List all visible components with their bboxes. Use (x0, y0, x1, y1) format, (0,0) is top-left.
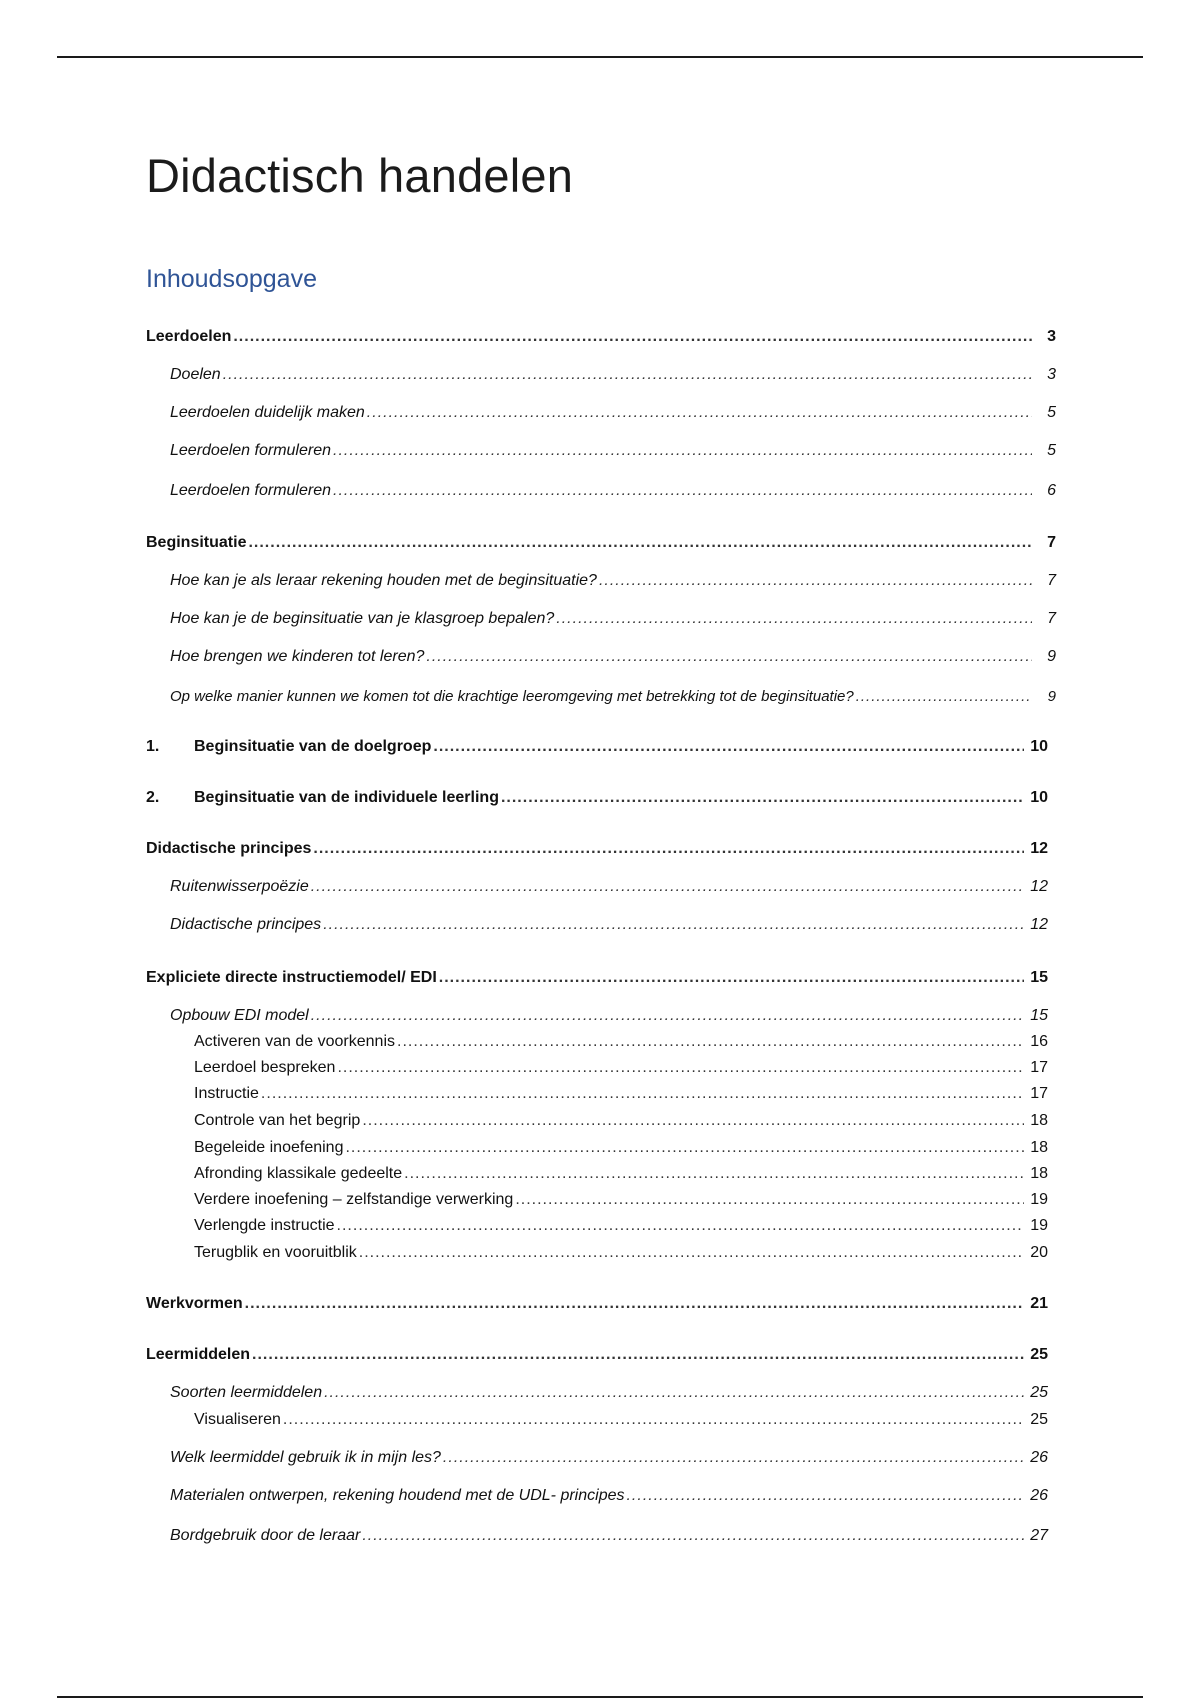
toc-entry[interactable] (146, 1445, 1048, 1471)
toc-entry[interactable] (146, 324, 1056, 350)
toc-entry[interactable] (146, 362, 1056, 388)
toc-entry[interactable] (146, 1029, 1048, 1055)
toc-entry-page: 10 (1030, 738, 1048, 755)
document-title: Didactisch handelen (146, 149, 574, 202)
footer-rule (57, 1696, 1143, 1698)
toc-entry[interactable] (146, 1055, 1048, 1081)
toc-entry-label: Verdere inoefening – zelfstandige verwerking (194, 1191, 514, 1208)
toc-entry-page: 26 (1030, 1487, 1048, 1504)
toc-entry-label: Materialen ontwerpen, rekening houdend met de UDL- principes (170, 1487, 625, 1504)
toc-entry[interactable] (146, 874, 1048, 900)
toc-entry-page: 19 (1030, 1217, 1048, 1234)
toc-entry-page: 7 (1047, 572, 1056, 589)
toc-heading: Inhoudsopgave (146, 265, 317, 293)
toc-entry-label: Hoe kan je de beginsituatie van je klasgroep bepalen? (170, 610, 555, 627)
toc-entry-page: 25 (1030, 1346, 1048, 1363)
toc-entry-label: Activeren van de voorkennis (194, 1033, 395, 1050)
toc-entry[interactable] (146, 438, 1056, 464)
toc-entry-label: Bordgebruik door de leraar (170, 1527, 361, 1544)
toc-entry-page: 7 (1047, 610, 1056, 627)
toc-entry[interactable] (146, 1380, 1048, 1406)
toc-entry-label: Doelen (170, 366, 221, 383)
toc-entry[interactable] (146, 1240, 1048, 1266)
toc-entry[interactable] (146, 478, 1056, 504)
toc-entry[interactable] (146, 1523, 1048, 1549)
toc-entry-label: Leerdoelen duidelijk maken (170, 404, 365, 421)
toc-entry[interactable] (146, 1483, 1048, 1509)
toc-entry-page: 12 (1030, 878, 1048, 895)
toc-entry-page: 5 (1047, 404, 1056, 421)
toc-entry[interactable] (146, 1108, 1048, 1134)
toc-entry-label: Begeleide inoefening (194, 1139, 344, 1156)
toc-entry[interactable] (146, 1291, 1048, 1317)
toc-entry-page: 16 (1030, 1033, 1048, 1050)
toc-entry-label: Controle van het begrip (194, 1112, 361, 1129)
toc-entry-page: 7 (1047, 534, 1056, 551)
toc-entry-page: 26 (1030, 1449, 1048, 1466)
toc-entry[interactable] (146, 965, 1048, 991)
toc-entry-page: 19 (1030, 1191, 1048, 1208)
toc-entry[interactable] (146, 1161, 1048, 1187)
toc-entry[interactable] (146, 836, 1048, 862)
toc-entry-label: Beginsituatie van de individuele leerling (194, 789, 499, 806)
toc-entry-page: 12 (1030, 840, 1048, 857)
toc-entry[interactable] (146, 684, 1056, 710)
toc-entry[interactable] (146, 606, 1056, 632)
toc-entry[interactable] (146, 1081, 1048, 1107)
toc-entry[interactable] (146, 568, 1056, 594)
toc-entry-label: Werkvormen (146, 1295, 243, 1312)
toc-entry-number: 2. (146, 789, 160, 806)
toc-entry[interactable] (146, 1187, 1048, 1213)
toc-entry-label: Ruitenwisserpoëzie (170, 878, 309, 895)
toc-entry-page: 17 (1030, 1085, 1048, 1102)
toc-entry-label: Visualiseren (194, 1411, 281, 1428)
toc-entry-label: Instructie (194, 1085, 259, 1102)
toc-entry-label: Welk leermiddel gebruik ik in mijn les? (170, 1449, 441, 1466)
toc-entry[interactable] (146, 400, 1056, 426)
toc-entry[interactable] (146, 912, 1048, 938)
toc-entry-page: 20 (1030, 1244, 1048, 1261)
toc-entry-page: 9 (1047, 648, 1056, 665)
toc-entry[interactable] (146, 1135, 1048, 1161)
toc-entry-label: Leerdoelen formuleren (170, 442, 331, 459)
toc-entry-page: 18 (1030, 1139, 1048, 1156)
toc-entry-page: 3 (1047, 366, 1056, 383)
toc-entry-label: Leerdoelen formuleren (170, 482, 331, 499)
toc-entry-page: 6 (1047, 482, 1056, 499)
toc-entry-page: 21 (1030, 1295, 1048, 1312)
toc-entry-label: Terugblik en vooruitblik (194, 1244, 357, 1261)
toc-entry[interactable] (146, 1213, 1048, 1239)
toc-entry-page: 18 (1030, 1112, 1048, 1129)
toc-entry-page: 25 (1030, 1384, 1048, 1401)
toc-entry-page: 9 (1047, 688, 1056, 705)
toc-entry-page: 10 (1030, 789, 1048, 806)
toc-entry[interactable] (146, 644, 1056, 670)
toc-entry[interactable] (146, 1407, 1048, 1433)
toc-entry[interactable] (146, 1003, 1048, 1029)
toc-entry-label: Didactische principes (170, 916, 322, 933)
toc-entry-label: Expliciete directe instructiemodel/ EDI (146, 969, 437, 986)
toc-entry-page: 17 (1030, 1059, 1048, 1076)
toc-entry-page: 15 (1030, 1007, 1048, 1024)
toc-entry[interactable] (146, 734, 1048, 760)
header-rule (57, 56, 1143, 58)
toc-entry-label: Soorten leermiddelen (170, 1384, 323, 1401)
toc-entry-page: 5 (1047, 442, 1056, 459)
toc-entry-page: 25 (1030, 1411, 1048, 1428)
toc-entry-label: Didactische principes (146, 840, 312, 857)
toc-entry[interactable] (146, 785, 1048, 811)
toc-entry-label: Opbouw EDI model (170, 1007, 309, 1024)
toc-entry-number: 1. (146, 738, 160, 755)
toc-entry-page: 12 (1030, 916, 1048, 933)
toc-entry-label: Afronding klassikale gedeelte (194, 1165, 403, 1182)
toc-entry-page: 27 (1030, 1527, 1048, 1544)
toc-entry-label: Leerdoelen (146, 328, 232, 345)
toc-entry-page: 3 (1047, 328, 1056, 345)
toc-entry[interactable] (146, 1342, 1048, 1368)
toc-entry-label: Leerdoel bespreken (194, 1059, 336, 1076)
toc-entry-label: Hoe kan je als leraar rekening houden met de beginsituatie? (170, 572, 597, 589)
toc-entry-page: 15 (1030, 969, 1048, 986)
toc-entry-page: 18 (1030, 1165, 1048, 1182)
toc-entry-label: Beginsituatie (146, 534, 247, 551)
toc-entry-label: Leermiddelen (146, 1346, 251, 1363)
toc-entry-label: Op welke manier kunnen we komen tot die krachtige leeromgeving met betrekking tot de beginsituatie? (170, 688, 854, 705)
toc-entry-label: Hoe brengen we kinderen tot leren? (170, 648, 425, 665)
toc-entry-label: Beginsituatie van de doelgroep (194, 738, 432, 755)
toc-entry[interactable] (146, 530, 1056, 556)
toc-entry-label: Verlengde instructie (194, 1217, 335, 1234)
